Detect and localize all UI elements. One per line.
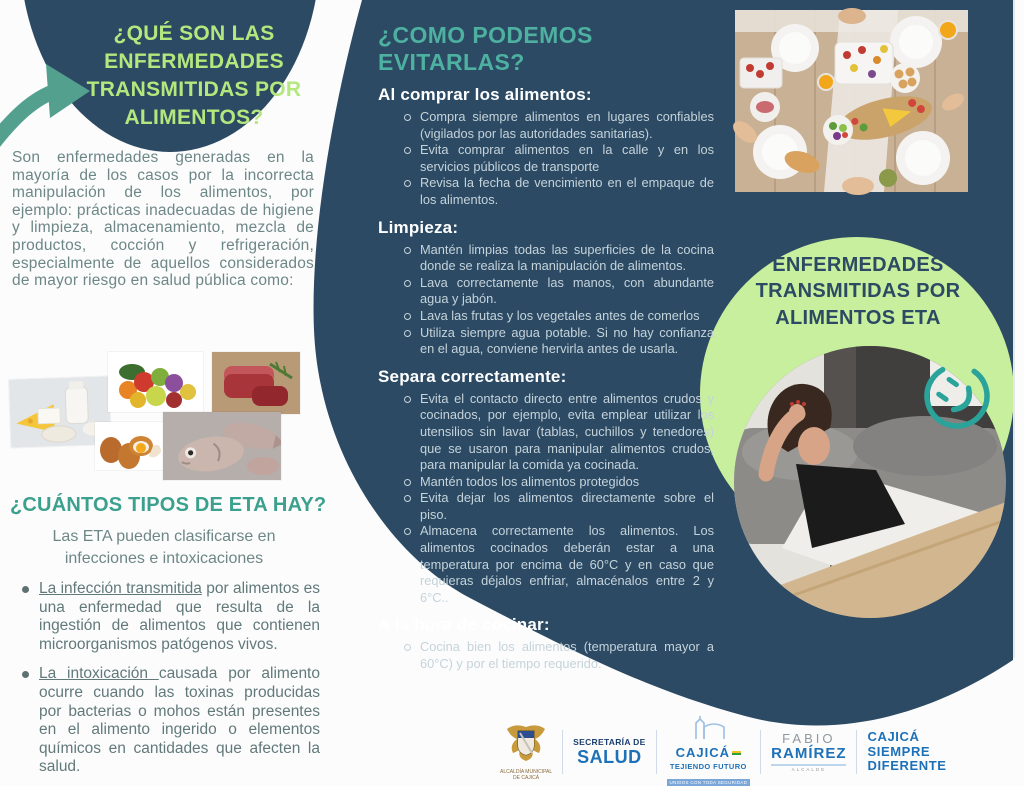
circle-bullet-icon: [404, 313, 411, 320]
footer-divider: [760, 730, 761, 774]
prevention-panel: [378, 22, 714, 673]
circle-bullet-icon: [404, 180, 411, 187]
circle-bullet-icon: [404, 114, 411, 121]
produce-image: [108, 352, 203, 412]
footer-logos: [500, 722, 986, 785]
intoxication-bullet: La intoxicación causada por alimento ocurre cuando las toxinas producidas por bacterias o mohos están presentes en el alimento ingerido o elementos químicos en cantidades que afecten la salud.: [22, 665, 320, 777]
eta-badge-title: ENFERMEDADES TRANSMITIDAS POR ALIMENTOS ETA: [755, 254, 961, 329]
footer-divider: [856, 730, 857, 774]
list-item: Mantén todos los alimentos protegidos: [378, 474, 714, 491]
family-table-image: [729, 8, 968, 195]
cajica-siempre-diferente-logo: CAJICÁ SIEMPRE DIFERENTE: [867, 729, 947, 774]
list-item: Evita dejar los alimentos directamente sobre el piso.: [378, 490, 714, 523]
circle-bullet-icon: [404, 330, 411, 337]
list-item: Compra siempre alimentos en lugares confiables (vigilados por las autoridades sanitarias).: [378, 109, 714, 142]
circle-bullet-icon: [404, 247, 411, 254]
circle-bullet-icon: [404, 479, 411, 486]
list-item: Evita comprar alimentos en la calle y en los servicios públicos de transporte: [378, 142, 714, 175]
infection-bullet: La infección transmitida por alimentos es una enfermedad que resulta de la ingestión de alimentos que contienen microorganismos patógenos vivos.: [22, 580, 320, 654]
section-heading-buying: Al comprar los alimentos:: [378, 85, 592, 104]
list-item: Almacena correctamente los alimentos. Los alimentos cocinados deberán estar a una temperatura por encima de 60°C y en caso que requieras déjalos enfriar, almacénalos entre 2 y 6°C..: [378, 523, 714, 606]
list-item: Evita el contacto directo entre alimentos crudos y cocinados, por ejemplo, evita emplear utilizar los utensilios sin lavar (tablas, cuchillos y tenedores) que se usaron para manipular alimentos crudos, para manipular la comida ya cocinada.: [378, 391, 714, 474]
eggs-image: [95, 422, 165, 470]
secretaria-salud-logo: SECRETARÍA DE SALUD: [573, 736, 646, 767]
list-item: Revisa la fecha de vencimiento en el empaque de los alimentos.: [378, 175, 714, 208]
circle-bullet-icon: [404, 147, 411, 154]
circle-bullet-icon: [404, 495, 411, 502]
fish-image: [163, 412, 281, 480]
types-subtitle: Las ETA pueden clasificarse en infecciones e intoxicaciones: [52, 528, 276, 567]
list-item: Cocina bien los alimentos (temperatura mayor a 60°C) y por el tiempo requerido.: [378, 639, 714, 672]
church-sketch-icon: [688, 715, 728, 739]
flag-icon: [732, 751, 741, 755]
bullet-dot-icon: [22, 671, 29, 678]
intro-paragraph: Son enfermedades generadas en la mayoría de los casos por la incorrecta manipulación de los alimentos, por ejemplo: prácticas inadecuadas de higiene y limpieza, almacenamiento, mezcla de productos, cocción y refrigeración, especialmente de aquellos considerados de mayor riesgo en salud pública como:: [12, 149, 314, 290]
list-item: Utiliza siempre agua potable. Si no hay confianza en el agua, conviene hervirla antes de usarla.: [378, 325, 714, 358]
sick-woman-image: [734, 346, 1006, 618]
types-heading: ¿CUÁNTOS TIPOS DE ETA HAY?: [10, 494, 327, 516]
section-heading-cleaning: Limpieza:: [378, 217, 459, 237]
meat-image: [212, 352, 300, 414]
section-heading-separate: Separa correctamente:: [378, 366, 567, 386]
section-heading-cooking: A la hora de cocinar:: [378, 615, 550, 635]
fabio-ramirez-logo: FABIO RAMÍREZ ALCALDE: [771, 730, 847, 773]
prevention-title: ¿COMO PODEMOS EVITARLAS?: [378, 22, 593, 75]
circle-bullet-icon: [404, 396, 411, 403]
circle-bullet-icon: [404, 644, 411, 651]
cajica-tejiendo-logo: CAJICÁ TEJIENDO FUTURO UNIDOS CON TODA SEGURIDAD: [667, 715, 751, 786]
types-bullet-list: [22, 580, 320, 786]
footer-divider: [656, 730, 657, 774]
list-item: Lava correctamente las manos, con abundante agua y jabón.: [378, 275, 714, 308]
alcaldia-crest-logo: [500, 723, 552, 782]
page-title: ¿QUÉ SON LAS ENFERMEDADES TRANSMITIDAS POR ALIMENTOS?: [86, 22, 302, 129]
crest-icon: [503, 723, 549, 763]
list-item: Lava las frutas y los vegetales antes de comerlos: [378, 308, 714, 325]
circle-bullet-icon: [404, 528, 411, 535]
list-item: Mantén limpias todas las superficies de la cocina donde se realiza la manipulación de alimentos.: [378, 242, 714, 275]
circle-bullet-icon: [404, 280, 411, 287]
bullet-dot-icon: [22, 586, 29, 593]
footer-divider: [562, 730, 563, 774]
crest-caption: ALCALDÍA MUNICIPAL DE CAJICÁ: [500, 768, 553, 781]
